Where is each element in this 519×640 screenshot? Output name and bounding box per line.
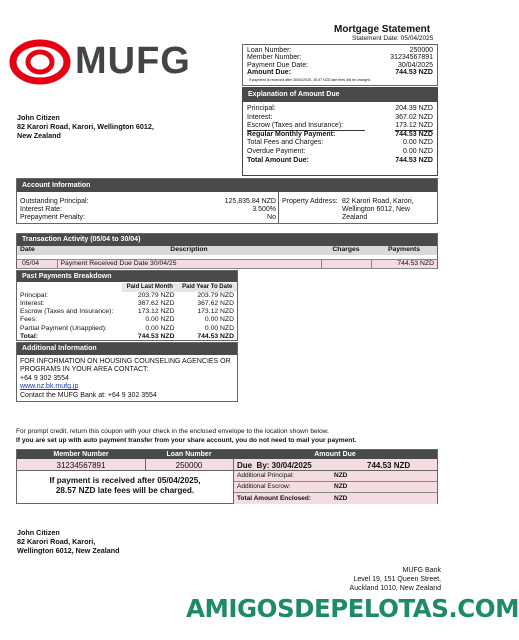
bank-address: [350, 566, 441, 593]
summary-value: 31234567891: [390, 54, 433, 62]
brand-name: MUFG: [75, 40, 191, 82]
account-label: Interest Rate:: [20, 206, 63, 213]
explanation-value: 0.00 NZD: [403, 139, 433, 147]
account-info-box: [16, 178, 438, 224]
table-row: [17, 316, 237, 324]
account-info-header: Account Information: [17, 179, 437, 192]
account-value: No: [267, 214, 276, 221]
explanation-label: Interest:: [247, 113, 273, 121]
additional-line: FOR INFORMATION ON HOUSING COUNSELING AGENCIES OR: [20, 358, 231, 365]
return-name: John Citizen: [17, 528, 60, 537]
account-label: Prepayment Penalty:: [20, 214, 85, 221]
watermark-text: AMIGOSDEPELOTAS.COM: [186, 594, 519, 623]
past-last: 0.00 NZD: [145, 324, 175, 332]
transaction-charges: [321, 259, 371, 268]
transaction-payments: 744.53 NZD: [371, 259, 437, 268]
recipient-block: [17, 113, 154, 140]
coupon-col-member: Member Number: [53, 451, 109, 458]
explanation-row: [243, 148, 437, 157]
bank-line: Auckland 1010, New Zealand: [349, 585, 441, 592]
explanation-value: 0.00 NZD: [403, 148, 433, 156]
coupon-extra-label: Total Amount Enclosed:: [237, 494, 312, 502]
coupon-header-row: [17, 450, 437, 459]
transaction-header-row: [17, 246, 437, 255]
coupon-auto-note: If you are set up with auto payment transfer from your share account, you do not need to mail your payment.: [16, 437, 357, 444]
account-divider: [278, 192, 279, 224]
past-col-blank: [17, 283, 122, 292]
coupon-due-label: Due By: 30/04/2025: [237, 461, 312, 470]
past-ytd: 203.79 NZD: [197, 292, 234, 299]
coupon-late-line: 28.57 NZD late fees will be charged.: [55, 486, 195, 495]
past-last: 0.00 NZD: [145, 316, 175, 324]
additional-contact: Contact the MUFG Bank at: +64 9 302 3554: [20, 391, 157, 399]
bank-line: Level 19, 151 Queen Street,: [353, 576, 441, 583]
additional-phone: +64 9 302 3554: [20, 374, 69, 382]
col-payments: Payments: [387, 246, 421, 254]
summary-value: 250000: [409, 46, 433, 54]
past-col-last: Paid Last Month: [122, 283, 177, 292]
table-row: [17, 259, 437, 268]
mufg-logo-icon: [11, 41, 69, 83]
table-row: [17, 325, 237, 333]
late-fee-note: If payment is received after 30/04/2025, 28.57 NZD late fees will be charged.: [249, 78, 372, 82]
account-left: [20, 198, 276, 222]
table-row: [17, 333, 237, 341]
explanation-label: Regular Monthly Payment:: [247, 130, 336, 138]
return-line: 82 Karori Road, Karori,: [17, 537, 96, 546]
account-value: 3.500%: [252, 206, 276, 213]
past-last: 367.62 NZD: [137, 300, 175, 308]
coupon-extra-row: [234, 482, 437, 493]
summary-value: 30/04/2025: [397, 61, 433, 69]
explanation-row: [243, 122, 437, 131]
table-row: [17, 308, 237, 316]
past-label: Partial Payment (Unapplied):: [20, 324, 107, 332]
explanation-value: 173.12 NZD: [395, 122, 433, 131]
table-row: [17, 300, 237, 308]
past-ytd: 0.00 NZD: [204, 316, 234, 324]
coupon-divider: [233, 459, 234, 471]
coupon-member-number: 31234567891: [56, 461, 106, 470]
past-last: 744.53 NZD: [137, 332, 175, 340]
past-label: Total:: [20, 332, 38, 340]
transaction-table: [17, 246, 437, 269]
additional-info-box: [16, 342, 238, 402]
col-description: Description: [170, 246, 208, 254]
coupon-loan-number: 250000: [175, 461, 203, 470]
explanation-value: 367.02 NZD: [395, 113, 433, 121]
transaction-header: Transaction Activity (05/04 to 30/04): [17, 234, 437, 246]
past-payments-table: [17, 283, 237, 341]
past-ytd: 367.62 NZD: [197, 300, 234, 308]
coupon-extra-label: Additional Escrow:: [237, 483, 291, 491]
return-address: [17, 528, 120, 555]
summary-row: [243, 70, 437, 78]
explanation-box: [242, 87, 438, 176]
explanation-row: [243, 131, 437, 140]
statement-date-label: Statement Date:: [352, 35, 399, 42]
coupon-extra-rows: [234, 471, 437, 504]
coupon-instruction: For prompt credit, return this coupon with your check in the enclosed envelope to the location shown below.: [16, 428, 330, 435]
summary-box: [242, 44, 438, 86]
transaction-box: [16, 233, 438, 269]
account-label: Outstanding Principal:: [20, 198, 89, 205]
transaction-description: Payment Received Due Date 30/04/25: [57, 259, 321, 268]
recipient-country: New Zealand: [17, 131, 61, 140]
property-address: [342, 198, 414, 222]
past-last: 173.12 NZD: [137, 308, 175, 316]
statement-title: Mortgage Statement: [334, 24, 431, 35]
account-row: [20, 198, 276, 206]
coupon-values-row: [17, 459, 437, 471]
explanation-value: 744.53 NZD: [395, 156, 433, 164]
summary-label: Payment Due Date:: [247, 61, 309, 69]
explanation-row: [243, 139, 437, 148]
explanation-row: [243, 157, 437, 166]
explanation-label: Total Amount Due:: [247, 156, 309, 164]
past-label: Escrow (Taxes and Insurance):: [20, 308, 114, 316]
property-line: Wellington 6012, New: [342, 206, 410, 213]
recipient-address: 82 Karori Road, Karori, Wellington 6012,: [17, 122, 154, 131]
bank-name: MUFG Bank: [402, 567, 441, 574]
statement-date-value: 05/04/2025: [400, 35, 434, 42]
coupon-due-amount: 744.53 NZD: [367, 461, 411, 470]
coupon-extra-label: Additional Principal:: [237, 472, 295, 480]
transaction-date: 05/04: [22, 259, 40, 267]
additional-info-header: Additional Information: [17, 343, 237, 355]
coupon-extra-value[interactable]: NZD: [334, 483, 348, 491]
coupon-extra-value[interactable]: NZD: [334, 472, 348, 480]
payment-coupon: [16, 449, 438, 504]
past-col-ytd: Paid Year To Date: [177, 283, 237, 292]
past-label: Interest:: [20, 300, 45, 308]
explanation-row: [243, 105, 437, 114]
brand-logo: [11, 39, 191, 85]
property-label: Property Address:: [282, 198, 338, 205]
summary-label: Loan Number:: [247, 46, 292, 54]
past-header-row: [17, 283, 237, 292]
mufg-website-link[interactable]: www.nz.bk.mufg.jp: [20, 383, 79, 391]
coupon-col-loan: Loan Number: [166, 451, 212, 458]
statement-date: [352, 35, 433, 43]
explanation-label: Overdue Payment:: [247, 148, 306, 156]
summary-label: Amount Due:: [247, 69, 291, 77]
account-row: [20, 214, 276, 222]
past-payments-box: [16, 270, 238, 341]
return-line: Wellington 6012, New Zealand: [17, 546, 120, 555]
recipient-name: John Citizen: [17, 113, 60, 122]
coupon-extra-value[interactable]: NZD: [334, 494, 348, 502]
past-ytd: 0.00 NZD: [204, 324, 234, 332]
summary-label: Member Number:: [247, 54, 302, 62]
col-charges: Charges: [332, 246, 360, 254]
additional-line: PROGRAMS IN YOUR AREA CONTACT:: [20, 366, 149, 374]
property-line: Zealand: [342, 214, 368, 221]
explanation-value: 744.53 NZD: [395, 130, 433, 138]
property-line: 82 Karori Road, Karori,: [342, 198, 414, 205]
summary-value: 744.53 NZD: [395, 69, 433, 77]
coupon-late-line: If payment is received after 05/04/2025,: [49, 476, 201, 485]
past-label: Principal:: [20, 292, 48, 299]
past-ytd: 173.12 NZD: [197, 308, 234, 316]
explanation-value: 204.39 NZD: [395, 105, 433, 113]
coupon-extra-row: [234, 471, 437, 482]
past-label: Fees:: [20, 316, 37, 324]
explanation-label: Principal:: [247, 105, 276, 113]
explanation-label: Escrow (Taxes and Insurance):: [247, 122, 365, 131]
col-date: Date: [20, 246, 35, 254]
coupon-late-fee-warning: [17, 476, 233, 496]
coupon-col-amount: Amount Due: [314, 451, 356, 458]
table-row: [17, 292, 237, 300]
past-payments-header: Past Payments Breakdown: [17, 271, 237, 282]
account-value: 125,835.84 NZD: [224, 198, 276, 205]
explanation-label: Total Fees and Charges:: [247, 139, 324, 147]
account-row: [20, 206, 276, 214]
explanation-header: Explanation of Amount Due: [243, 88, 437, 102]
past-last: 203.79 NZD: [137, 292, 175, 299]
coupon-extra-row: [234, 493, 437, 504]
past-ytd: 744.53 NZD: [197, 332, 234, 340]
